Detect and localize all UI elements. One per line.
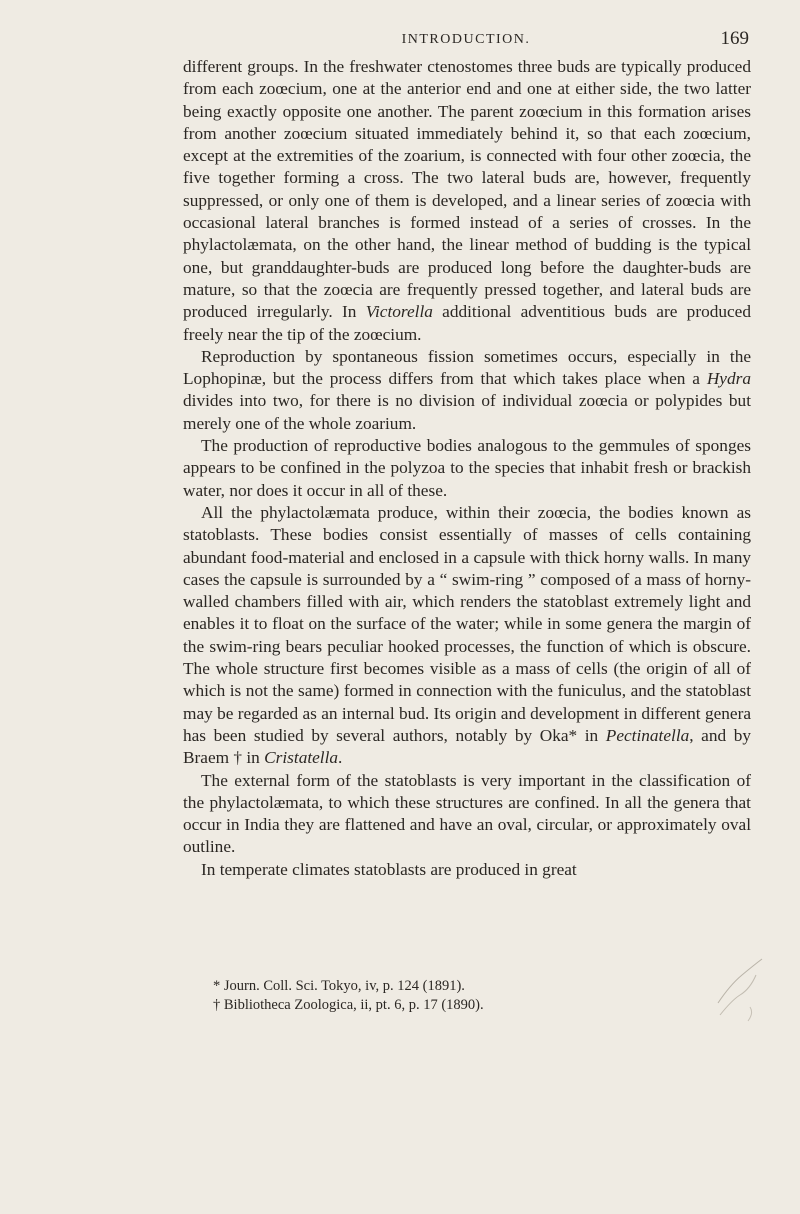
footnote: * Journ. Coll. Sci. Tokyo, iv, p. 124 (1891).	[213, 978, 465, 994]
footnotes	[183, 977, 749, 1015]
paragraph: The production of reproductive bodies analogous to the gemmules of sponges appears to be confined in the polyzoa to the species that inhabit fresh or brackish water, nor does it occur in all of these.	[183, 436, 751, 500]
pencil-mark-icon	[710, 955, 770, 1025]
paragraph: All the phylactolæmata produce, within their zoœcia, the bodies known as statoblasts. These bodies consist essentially of masses of cells containing abundant food-material and enclosed in a capsule with thick horny walls. In many cases the capsule is surrounded by a “ swim-ring ” composed of a mass of horny-walled chambers filled with air, which renders the statoblast extremely light and enables it to float on the surface of the water; while in some genera the margin of the swim-ring bears peculiar hooked processes, the function of which is obscure. The whole structure first becomes visible as a mass of cells (the origin of all of which is not the same) formed in connection with the funiculus, and the statoblast may be regarded as an internal bud. Its origin and development in different genera has been studied by several authors, notably by Oka* in Pectinatella, and by Braem † in Cristatella.	[183, 502, 751, 768]
footnote: † Bibliotheca Zoologica, ii, pt. 6, p. 17 (1890).	[213, 997, 484, 1013]
body-text	[183, 56, 751, 881]
paragraph: Reproduction by spontaneous fission sometimes occurs, especially in the Lophopinæ, but the process differs from that which takes place when a Hydra divides into two, for there is no division of individual zoœcia or polypides but merely one of the whole zoarium.	[183, 346, 751, 433]
paragraph: different groups. In the freshwater ctenostomes three buds are typically produced from each zoœcium, one at the anterior end and one at either side, the two latter being exactly opposite one another. The parent zoœcium in this formation arises from another zoœcium situated immediately behind it, so that each zoœcium, except at the extremities of the zoarium, is connected with four other zoœcia, the five together forming a cross. The two lateral buds are, however, frequently suppressed, or only one of them is developed, and a linear series of zoœcia with occasional lateral branches is formed instead of a series of crosses. In the phylactolæmata, on the other hand, the linear method of budding is the typical one, but granddaughter-buds are produced long before the daughter-buds are mature, so that the zoœcia are frequently pressed together, and lateral buds are produced irregularly. In Victorella additional adventitious buds are produced freely near the tip of the zoœcium.	[183, 57, 751, 344]
running-head-title: INTRODUCTION.	[401, 32, 531, 47]
running-head	[183, 28, 749, 54]
paragraph: The external form of the statoblasts is very important in the classification of the phylactolæmata, to which these structures are confined. In all the genera that occur in India they are flattened and have an oval, circular, or approximately oval outline.	[183, 770, 751, 857]
paragraph: In temperate climates statoblasts are produced in great	[201, 859, 577, 879]
page-number: 169	[720, 28, 749, 49]
